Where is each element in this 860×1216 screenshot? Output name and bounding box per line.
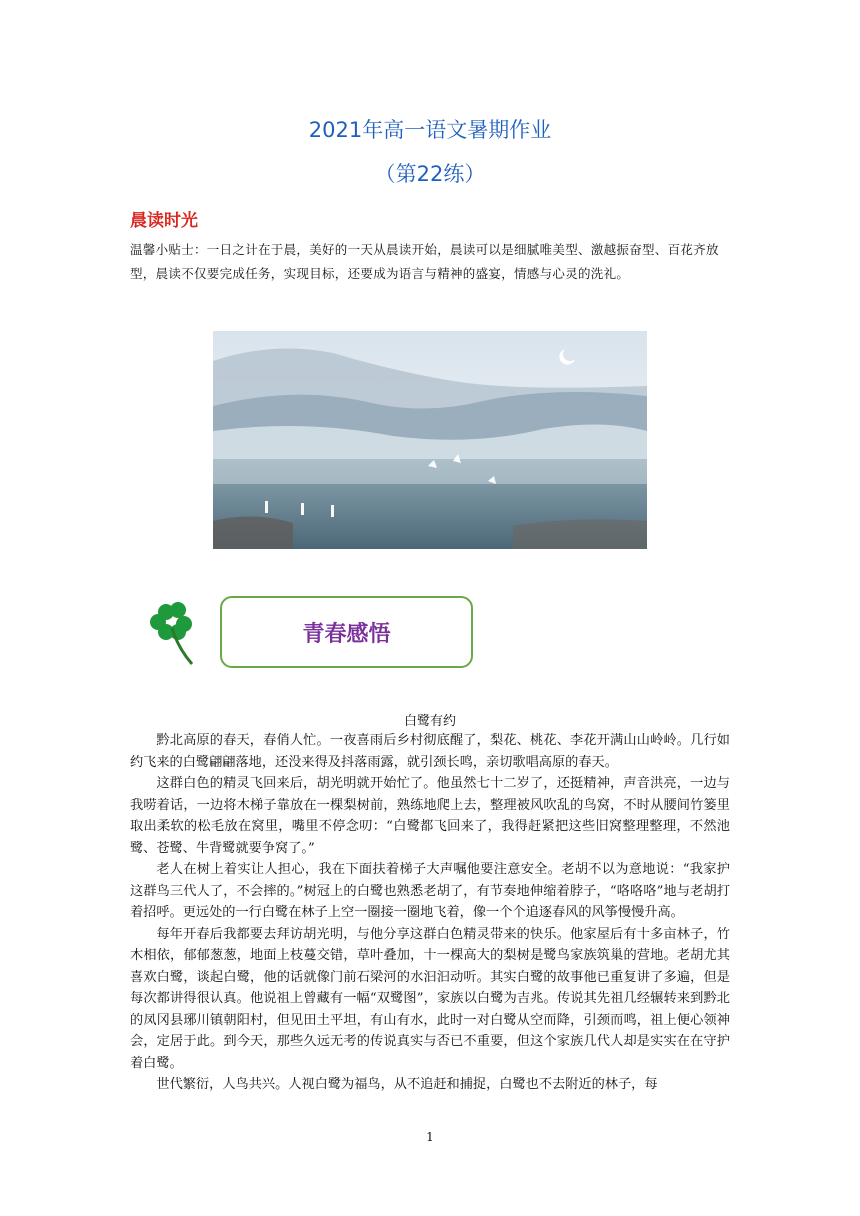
paragraph: 每年开春后我都要去拜访胡光明，与他分享这群白色精灵带来的快乐。他家屋后有十多亩林子，竹木相依，郁郁葱葱，地面上枝蔓交错，草叶叠加，十一棵高大的梨树是鹭鸟家族筑巢的营地。老胡尤其喜欢白鹭，谈起白鹭，他的话就像门前石梁河的水汩汩动听。其实白鹭的故事他已重复讲了多遍，但是每次都讲得很认真。他说祖上曾藏有一幅“双鹭图”，家族以白鹭为吉兆。传说其先祖几经辗转来到黔北的凤冈县琊川镇朝阳村，但见田土平坦，有山有水，此时一对白鹭从空而降，引颈而鸣，祖上便心领神会，定居于此。到今天，那些久远无考的传说真实与否已不重要，但这个家族几代人却是实实在在守护着白鹭。 <box>130 926 730 1071</box>
tip-text: 温馨小贴士：一日之计在于晨，美好的一天从晨读开始，晨读可以是细腻唯美型、激越振奋型、百花齐放型，晨读不仅要完成任务，实现目标，还要成为语言与精神的盛宴，情感与心灵的洗礼。 <box>130 242 719 281</box>
section-heading: 晨读时光 <box>130 211 198 231</box>
badge-label: 青春感悟 <box>302 621 391 647</box>
document-subtitle: （第22练） <box>374 162 486 186</box>
page-number: 1 <box>426 1130 434 1144</box>
article-body <box>130 730 730 1096</box>
landscape-illustration <box>213 331 647 549</box>
article-title: 白鹭有约 <box>403 714 456 729</box>
four-leaf-clover-icon <box>148 598 198 668</box>
paragraph: 这群白色的精灵飞回来后，胡光明就开始忙了。他虽然七十二岁了，还挺精神，声音洪亮，一边与我唠着话，一边将木梯子靠放在一棵梨树前，熟练地爬上去，整理被风吹乱的鸟窝，不时从腰间竹篓里取出柔软的松毛放在窝里，嘴里不停念叨：“白鹭都飞回来了，我得赶紧把这些旧窝整理整理，不然池鹭、苍鹭、牛背鹭就要争窝了。” <box>130 776 730 856</box>
document-title: 2021年高一语文暑期作业 <box>308 118 552 142</box>
section-badge <box>220 596 473 668</box>
paragraph: 黔北高原的春天，春俏人忙。一夜喜雨后乡村彻底醒了，梨花、桃花、李花开满山山岭岭。几行如约飞来的白鹭翩翩落地，还没来得及抖落雨露，就引颈长鸣，亲切歌唱高原的春天。 <box>130 733 730 770</box>
paragraph: 世代繁衍，人鸟共兴。人视白鹭为福鸟，从不追赶和捕捉，白鹭也不去附近的林子，每 <box>156 1077 658 1092</box>
paragraph: 老人在树上着实让人担心，我在下面扶着梯子大声嘱他要注意安全。老胡不以为意地说：“我家护这群鸟三代人了，不会摔的。”树冠上的白鹭也熟悉老胡了，有节奏地伸缩着脖子，“咯咯咯”地与老胡打着招呼。更远处的一行白鹭在林子上空一圈接一圈地飞着，像一个个追逐春风的风筝慢慢升高。 <box>130 862 730 920</box>
